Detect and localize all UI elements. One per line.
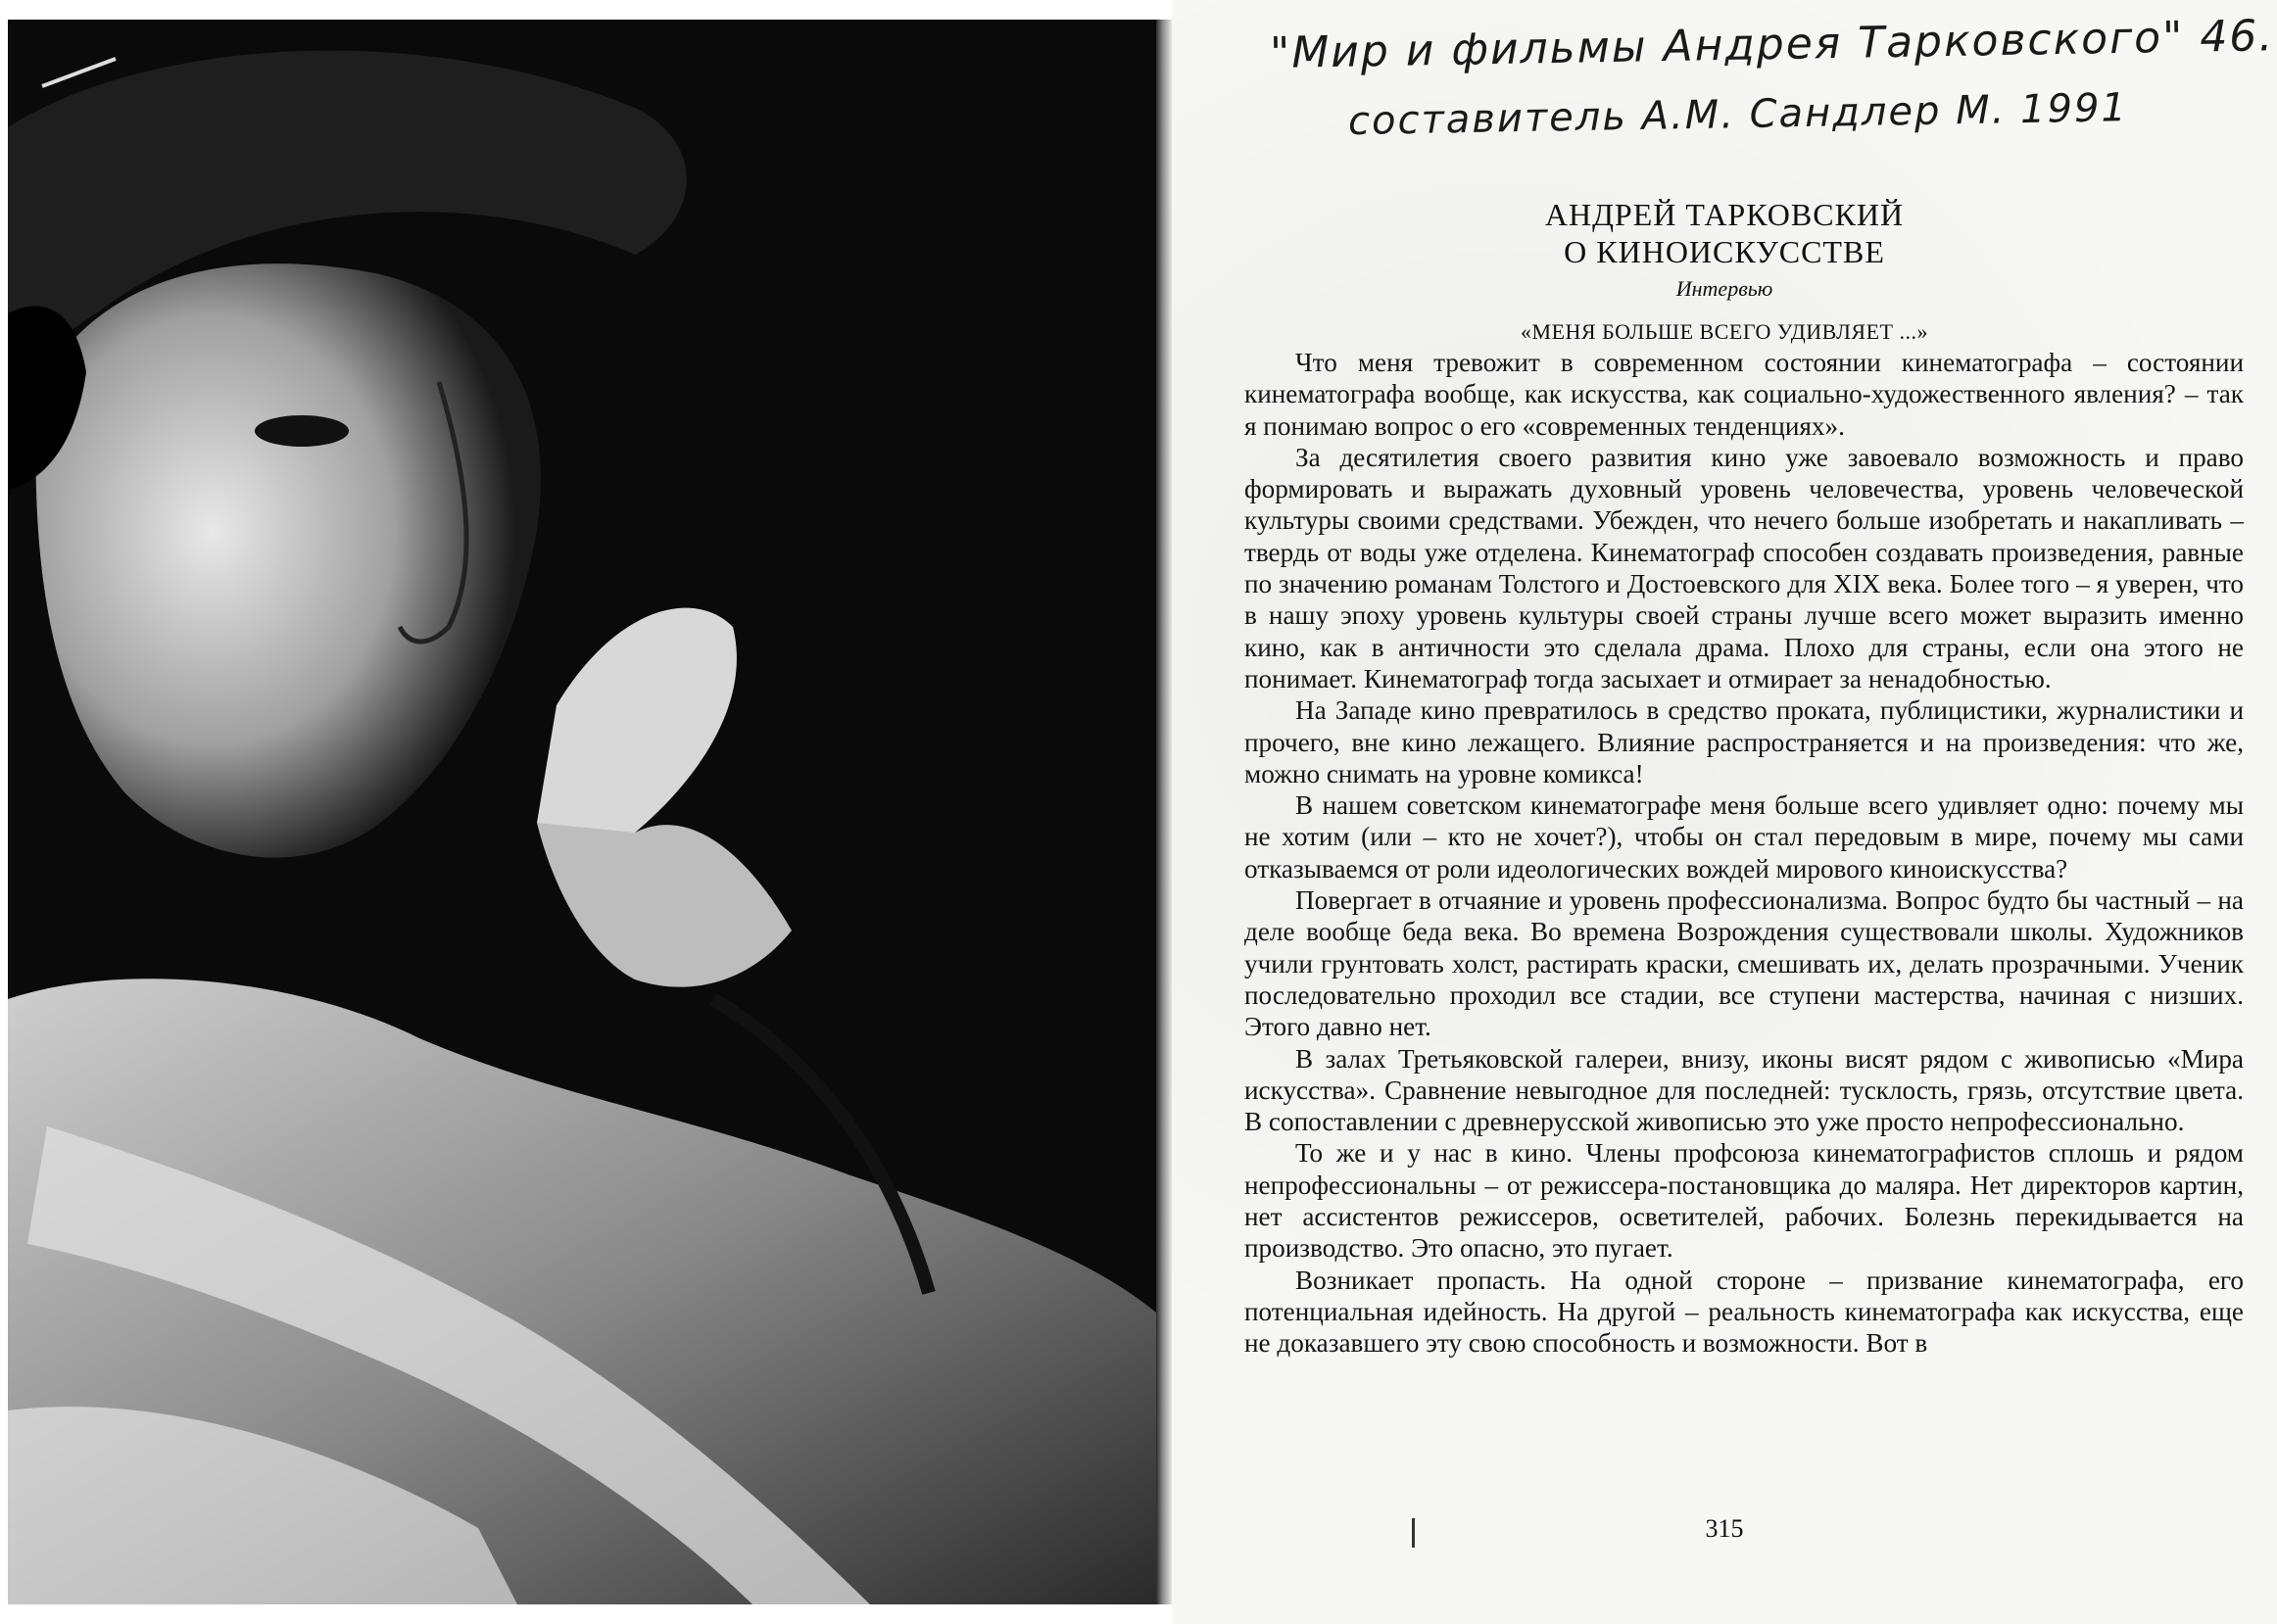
paragraph: Повергает в отчаяние и уровень профессионализма. Вопрос будто бы частный – на деле вообще беда века. Во времена Возрождения существовали школы. Художников учили грунтовать холст, растирать краски, смешивать их, делать прозрачными. Ученик последовательно проходил все стадии, все ступени мастерства, начиная с низших. Этого давно нет. [1244,885,2244,1042]
section-heading: «МЕНЯ БОЛЬШЕ ВСЕГО УДИВЛЯЕТ ...» [1521,319,1928,344]
paragraph: За десятилетия своего развития кино уже завоевало возможность и право формировать и выражать духовный уровень человечества, уровень человеческой культуры своими средствами. Убежден, что нечего больше изобретать и накапливать – твердь от воды уже отделена. Кинематограф способен создавать произведения, равные по значению романам Толстого и Достоевского для XIX века. Более того – я уверен, что в нашу эпоху уровень культуры своей страны лучше всего может выразить именно кино, как в античности это сделала драма. Плохо для страны, если она этого не понимает. Кинематограф тогда засыхает и отмирает за ненадобностью. [1244,442,2244,693]
page-number: 315 [1705,1514,1744,1543]
article-body [1244,347,2244,1360]
paragraph: На Западе кино превратилось в средство проката, публицистики, журналистики и прочего, вне кино лежащего. Влияние распространяется и на произведения: что же, можно снимать на уровне комикса! [1244,695,2244,788]
text-page [1172,0,2277,1624]
portrait-photo-icon [8,20,1156,1604]
article-header [1172,196,2277,345]
paragraph: В нашем советском кинематографе меня больше всего удивляет одно: почему мы не хотим (или – кто не хочет?), чтобы он стал передовым в мире, почему мы сами отказываемся от роли идеологических вождей мирового киноискусства? [1244,790,2244,884]
book-spine [1156,20,1172,1604]
handwritten-note-title: "Мир и фильмы Андрея Тарковского" 46. [1269,11,2275,79]
paragraph: В залах Третьяковской галереи, внизу, иконы висят рядом с живописью «Мира искусства». Сравнение невыгодное для последней: тусклость, грязь, отсутствие цвета. В сопоставлении с древнерусской живописью это уже просто непрофессионально. [1244,1043,2244,1137]
article-title-line1: АНДРЕЙ ТАРКОВСКИЙ [1544,197,1905,232]
portrait-photo [8,20,1156,1604]
paragraph: Возникает пропасть. На одной стороне – призвание кинематографа, его потенциальная идейность. На другой – реальность кинематографа как искусства, еще не доказавшего эту свою способность и возможности. Вот в [1244,1265,2244,1359]
article-title-line2: О КИНОИСКУССТВЕ [1564,234,1885,269]
handwritten-note-compiler: составитель А.М. Сандлер М. 1991 [1347,85,2129,145]
paragraph: Что меня тревожит в современном состоянии кинематографа – состоянии кинематографа вообще, как искусства, как социально-художественного явления? – так я понимаю вопрос о его «современных тенденциях». [1244,348,2244,441]
article-subtitle: Интервью [1675,276,1773,301]
paragraph: То же и у нас в кино. Члены профсоюза кинематографистов сплошь и рядом непрофессиональны – от режиссера-постановщика до маляра. Нет директоров картин, нет ассистентов режиссеров, осветителей, рабочих. Болезнь перекидывается на производство. Это опасно, это пугает. [1244,1138,2244,1264]
